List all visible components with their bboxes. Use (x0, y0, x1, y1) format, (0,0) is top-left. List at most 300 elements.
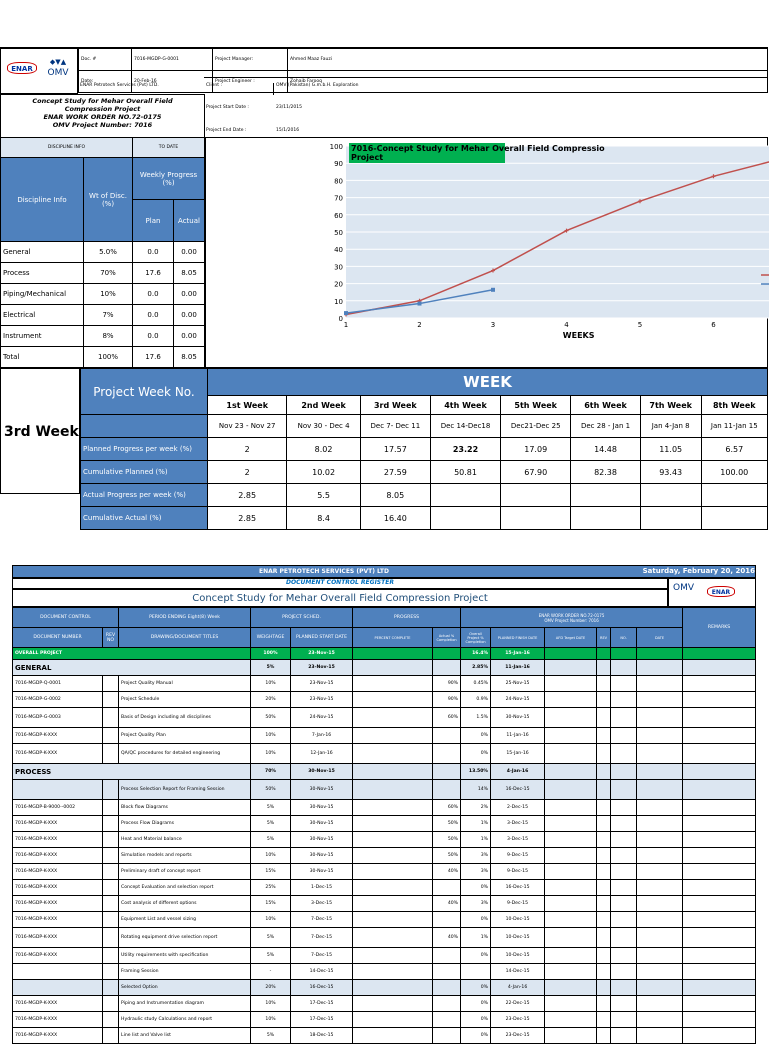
empty-cell (611, 764, 637, 780)
doc-rev (103, 1028, 119, 1044)
end-value: 15/1/2016 (276, 128, 300, 133)
doc-weight: - (251, 964, 291, 980)
doc-title: Equipment List and vessel sizing (119, 912, 251, 928)
week-value-cum-actual: 16.40 (360, 507, 430, 530)
pm-label: Project Manager: (213, 49, 288, 71)
doc-weight: 5% (251, 800, 291, 816)
empty-cell (683, 728, 756, 744)
y-tick-label: 20 (334, 280, 343, 289)
empty-cell (683, 660, 756, 676)
col-weekly-progress: Weekly Progress (%) (133, 158, 205, 200)
doc-overall-pct: 0% (461, 728, 491, 744)
week-value-cum-plan: 100.00 (701, 461, 767, 484)
discipline-actual: 0.00 (174, 305, 205, 326)
week-value-actual: 2.85 (208, 484, 287, 507)
doc-finish: 10-Dec-15 (491, 912, 545, 928)
empty-cell (637, 816, 683, 832)
doc-rev (103, 744, 119, 764)
pe-value: Zohaib Farooq (288, 71, 768, 93)
empty-cell (611, 660, 637, 676)
empty-cell (597, 848, 611, 864)
empty-cell (597, 728, 611, 744)
week-value-cum-actual: 2.85 (208, 507, 287, 530)
doc-start: 7-Dec-15 (291, 948, 353, 964)
doc-title: Cost analysis of different options (119, 896, 251, 912)
week-label: 2nd Week (287, 396, 360, 415)
pm-value: Ahmed Maaz Fauzi (288, 49, 768, 71)
empty-cell (683, 896, 756, 912)
empty-cell (611, 648, 637, 660)
progress-gantt (353, 816, 433, 832)
week-dates: Dec 28 - Jan 1 (571, 415, 640, 438)
document-row (13, 848, 756, 864)
discipline-actual: 0.00 (174, 326, 205, 347)
doc-start: 16-Dec-15 (291, 980, 353, 996)
discipline-actual: 0.00 (174, 242, 205, 263)
doc-weight: 50% (251, 708, 291, 728)
document-row (13, 816, 756, 832)
document-row (13, 728, 756, 744)
empty-cell (545, 764, 597, 780)
doc-rev (103, 980, 119, 996)
empty-cell (597, 864, 611, 880)
week-value-cum-actual (640, 507, 701, 530)
week-value-plan: 14.48 (571, 438, 640, 461)
date-value: 20-Feb-16 (132, 71, 213, 93)
empty-cell (637, 996, 683, 1012)
discipline-weight: 5.0% (84, 242, 133, 263)
register-table (12, 607, 756, 1044)
doc-actual-pct (433, 1028, 461, 1044)
doc-start: 18-Dec-15 (291, 1028, 353, 1044)
week-dates: Dec 14-Dec18 (430, 415, 500, 438)
doc-number: 7016-MGDP-K-XXX (13, 948, 103, 964)
h-period: PERIOD ENDING Eight(8) Week (119, 608, 251, 628)
doc-finish: 14-Dec-15 (491, 964, 545, 980)
doc-title: Simulation models and reports (119, 848, 251, 864)
doc-actual-pct: 40% (433, 928, 461, 948)
empty-cell (637, 708, 683, 728)
empty-cell (611, 928, 637, 948)
doc-start: 24-Nov-15 (291, 708, 353, 728)
empty-cell (637, 800, 683, 816)
week-value-actual: 8.05 (360, 484, 430, 507)
empty-cell (611, 996, 637, 1012)
week-value-actual (571, 484, 640, 507)
empty-cell (597, 996, 611, 1012)
doc-start: 14-Dec-15 (291, 964, 353, 980)
doc-start: 17-Dec-15 (291, 996, 353, 1012)
week-dates: Nov 30 - Dec 4 (287, 415, 360, 438)
document-row (13, 708, 756, 728)
progress-gantt (353, 800, 433, 816)
empty-cell (683, 648, 756, 660)
doc-actual-pct: 60% (433, 708, 461, 728)
doc-finish: 11-Jan-16 (491, 728, 545, 744)
doc-number: 7016-MGDP-G-0002 (13, 692, 103, 708)
empty-cell (597, 780, 611, 800)
progress-gantt (353, 996, 433, 1012)
h-omv-no: OMV Project Number: 7016 (544, 617, 599, 623)
h-percent-complete: PERCENT COMPLETE (353, 628, 433, 648)
register-enar-logo: ENAR (707, 586, 735, 597)
doc-start: 12-Jan-16 (291, 744, 353, 764)
empty-cell (545, 996, 597, 1012)
doc-finish: 24-Nov-15 (491, 692, 545, 708)
date-label: Date: (79, 71, 132, 93)
doc-start: 7-Dec-15 (291, 928, 353, 948)
document-row (13, 880, 756, 896)
empty-cell (597, 912, 611, 928)
empty-cell (611, 744, 637, 764)
doc-rev (103, 780, 119, 800)
section-row (13, 660, 756, 676)
empty-cell (597, 896, 611, 912)
empty-cell (637, 948, 683, 964)
doc-actual-pct: 50% (433, 816, 461, 832)
register-omv-logo: OMV (673, 583, 695, 593)
discipline-plan: 17.6 (133, 263, 174, 284)
doc-rev (103, 800, 119, 816)
week-dates: Dec 7- Dec 11 (360, 415, 430, 438)
empty-cell (597, 928, 611, 948)
discipline-actual: 8.05 (174, 263, 205, 284)
empty-cell (545, 648, 597, 660)
doc-start: 30-Nov-15 (291, 780, 353, 800)
doc-rev (103, 948, 119, 964)
empty-cell (597, 676, 611, 692)
document-row (13, 912, 756, 928)
week-value-actual (430, 484, 500, 507)
empty-cell (545, 928, 597, 948)
y-tick-label: 40 (334, 246, 343, 255)
empty-cell (597, 880, 611, 896)
empty-cell (597, 980, 611, 996)
progress-gantt (353, 676, 433, 692)
empty-cell (611, 832, 637, 848)
pe-label: Project Engineer : (213, 71, 288, 93)
x-tick-label: 1 (343, 321, 349, 329)
row-label-cum-actual: Cumulative Actual (%) (81, 507, 208, 530)
section-label: PROCESS (13, 764, 251, 780)
week-value-actual (501, 484, 571, 507)
doc-weight: 10% (251, 848, 291, 864)
doc-label: Doc. # (79, 49, 132, 71)
empty-cell (611, 964, 637, 980)
empty-cell (611, 896, 637, 912)
empty-cell (637, 660, 683, 676)
x-tick-label: 5 (637, 321, 643, 329)
y-tick-label: 100 (329, 143, 343, 151)
doc-title: Project Quality Manual (119, 676, 251, 692)
empty-cell (353, 660, 433, 676)
empty-cell (637, 1012, 683, 1028)
col-discipline-info: Discipline Info (1, 158, 84, 242)
doc-number: 7016-MGDP-K-XXX (13, 816, 103, 832)
discipline-plan: 0.0 (133, 305, 174, 326)
project-title-box (0, 94, 205, 138)
doc-overall-pct: 0% (461, 912, 491, 928)
empty-cell (597, 708, 611, 728)
company-line: ENAR Petrotech Services (Pvt) LTD. (80, 83, 159, 88)
progress-gantt (353, 896, 433, 912)
project-title-line-3: ENAR WORK ORDER NO.72-0175 (43, 113, 162, 121)
empty-cell (353, 648, 433, 660)
discipline-weight: 7% (84, 305, 133, 326)
doc-actual-pct: 40% (433, 864, 461, 880)
doc-overall-pct: 1.5% (461, 708, 491, 728)
h-rev: REV NO (103, 628, 119, 648)
doc-finish: 16-Dec-15 (491, 780, 545, 800)
register-project: Concept Study for Mehar Overall Field Compression Project (12, 589, 668, 607)
doc-value: 7016-MGDP-G-0001 (132, 49, 213, 71)
empty-cell (637, 896, 683, 912)
empty-cell (545, 1012, 597, 1028)
doc-start: 30-Nov-15 (291, 864, 353, 880)
doc-number: 7016-MGDP-K-XXX (13, 996, 103, 1012)
register-logos (668, 578, 756, 607)
doc-weight: 10% (251, 744, 291, 764)
y-tick-label: 10 (334, 297, 343, 306)
discipline-name: Process (1, 263, 84, 284)
empty-cell (597, 832, 611, 848)
week-value-plan: 2 (208, 438, 287, 461)
doc-weight: 5% (251, 928, 291, 948)
week-label: 8th Week (701, 396, 767, 415)
week-dates: Jan 11-Jan 15 (701, 415, 767, 438)
empty-cell (683, 676, 756, 692)
document-row (13, 928, 756, 948)
empty-cell (637, 864, 683, 880)
empty-cell (611, 1028, 637, 1044)
empty-cell (433, 648, 461, 660)
doc-overall-pct: 3% (461, 864, 491, 880)
enar-logo: ENAR (7, 62, 37, 74)
empty-cell (433, 764, 461, 780)
doc-actual-pct (433, 980, 461, 996)
doc-title: Process Selection Report for Framing Session (119, 780, 251, 800)
row-label-planned: Planned Progress per week (%) (81, 438, 208, 461)
empty-cell (611, 728, 637, 744)
discipline-row (1, 242, 205, 263)
week-value-cum-plan: 27.59 (360, 461, 430, 484)
section-finish: 4-Jan-16 (491, 764, 545, 780)
week-value-cum-actual (430, 507, 500, 530)
doc-number: 7016-MGDP-K-XXX (13, 1028, 103, 1044)
discipline-plan: 17.6 (133, 347, 174, 368)
overall-weight: 100% (251, 648, 291, 660)
empty-cell (597, 660, 611, 676)
doc-overall-pct: 0.45% (461, 676, 491, 692)
week-label: 6th Week (571, 396, 640, 415)
empty-cell (637, 764, 683, 780)
doc-title: QA/QC procedures for detailed engineering (119, 744, 251, 764)
doc-weight: 10% (251, 728, 291, 744)
doc-title: Line list and Valve list (119, 1028, 251, 1044)
doc-title: Basis of Design including all disciplines (119, 708, 251, 728)
empty-cell (597, 948, 611, 964)
overall-label: OVERALL PROJECT (13, 648, 251, 660)
empty-cell (683, 1028, 756, 1044)
overall-finish: 15-Jan-16 (491, 648, 545, 660)
section-finish: 11-Jan-16 (491, 660, 545, 676)
section-pct: 13.50% (461, 764, 491, 780)
empty-cell (683, 880, 756, 896)
doc-overall-pct: 1% (461, 816, 491, 832)
h-titles: DRAWING/DOCUMENT TITLES (119, 628, 251, 648)
discipline-plan: 0.0 (133, 242, 174, 263)
empty-cell (683, 964, 756, 980)
doc-weight: 15% (251, 896, 291, 912)
week-value-plan: 17.09 (501, 438, 571, 461)
empty-cell (597, 692, 611, 708)
document-row (13, 1012, 756, 1028)
doc-title: Project Schedule (119, 692, 251, 708)
section-label: GENERAL (13, 660, 251, 676)
omv-logo-mark: ◆▼▲ (49, 58, 67, 66)
empty-cell (545, 708, 597, 728)
doc-finish: 3-Dec-15 (491, 832, 545, 848)
document-row (13, 676, 756, 692)
empty-cell (611, 864, 637, 880)
col-plan: Plan (133, 200, 174, 242)
h-doc-number: DOCUMENT NUMBER (13, 628, 103, 648)
document-row (13, 800, 756, 816)
col-weight: Wt of Disc. (%) (84, 158, 133, 242)
doc-number: 7016-MGDP-K-XXX (13, 1012, 103, 1028)
empty-cell (683, 848, 756, 864)
doc-rev (103, 1012, 119, 1028)
doc-start: 7-Dec-15 (291, 912, 353, 928)
y-tick-label: 60 (334, 211, 343, 220)
section-pct: 2.85% (461, 660, 491, 676)
doc-rev (103, 832, 119, 848)
x-tick-label: 6 (711, 321, 716, 329)
data-point (344, 311, 348, 315)
progress-gantt (353, 948, 433, 964)
omv-logo-text: OMV (47, 68, 69, 78)
doc-weight: 50% (251, 780, 291, 800)
doc-finish: 4-Jan-16 (491, 980, 545, 996)
doc-weight: 10% (251, 912, 291, 928)
doc-weight: 10% (251, 996, 291, 1012)
row-label-cum-planned: Cumulative Planned (%) (81, 461, 208, 484)
chart-title: 7016-Concept Study for Mehar Overall Field Compressio (351, 144, 605, 153)
doc-title: Rotating equipment drive selection report (119, 928, 251, 948)
doc-number: 7016-MGDP-B-9000--0002 (13, 800, 103, 816)
overall-row (13, 648, 756, 660)
h-no: NO. (611, 628, 637, 648)
doc-weight: 10% (251, 1012, 291, 1028)
empty-cell (545, 676, 597, 692)
doc-rev (103, 928, 119, 948)
doc-overall-pct: 1% (461, 832, 491, 848)
start-date-row (204, 101, 324, 115)
progress-chart (205, 137, 768, 368)
week-value-cum-plan: 82.38 (571, 461, 640, 484)
week-label: 4th Week (430, 396, 500, 415)
progress-gantt (353, 848, 433, 864)
empty-cell (683, 980, 756, 996)
progress-gantt (353, 980, 433, 996)
document-row (13, 996, 756, 1012)
h-order (461, 608, 683, 628)
register-company-bar (12, 565, 756, 578)
document-row (13, 1028, 756, 1044)
weekly-progress-table (80, 368, 768, 530)
empty-cell (545, 848, 597, 864)
y-tick-label: 30 (334, 263, 343, 272)
discipline-info-header: DISCIPLINE INFO (1, 138, 133, 158)
doc-start: 17-Dec-15 (291, 1012, 353, 1028)
doc-actual-pct: 40% (433, 896, 461, 912)
empty-cell (611, 800, 637, 816)
col-actual: Actual (174, 200, 205, 242)
h-rev2: REV (597, 628, 611, 648)
empty-cell (683, 928, 756, 948)
empty-cell (597, 816, 611, 832)
empty-cell (545, 964, 597, 980)
empty-cell (545, 692, 597, 708)
discipline-name: Piping/Mechanical (1, 284, 84, 305)
overall-start: 23-Nov-15 (291, 648, 353, 660)
doc-weight: 25% (251, 880, 291, 896)
h-date: DATE (637, 628, 683, 648)
empty-cell (683, 800, 756, 816)
doc-finish: 23-Dec-15 (491, 1012, 545, 1028)
week-dates: Nov 23 - Nov 27 (208, 415, 287, 438)
empty-cell (611, 692, 637, 708)
doc-number: 7016-MGDP-K-XXX (13, 728, 103, 744)
empty-cell (611, 1012, 637, 1028)
data-point (491, 288, 495, 292)
doc-title: Project Quality Plan (119, 728, 251, 744)
doc-start: 7-Jan-16 (291, 728, 353, 744)
doc-weight: 5% (251, 816, 291, 832)
doc-overall-pct: 0% (461, 1028, 491, 1044)
doc-weight: 15% (251, 864, 291, 880)
doc-finish: 25-Nov-15 (491, 676, 545, 692)
doc-overall-pct: 0% (461, 880, 491, 896)
omv-logo (41, 57, 75, 79)
empty-cell (637, 980, 683, 996)
empty-cell (683, 708, 756, 728)
y-tick-label: 70 (334, 194, 343, 203)
doc-number: 7016-MGDP-G-0003 (13, 708, 103, 728)
week-label: 5th Week (501, 396, 571, 415)
empty-cell (637, 1028, 683, 1044)
end-date-row (204, 124, 324, 138)
empty-cell (683, 864, 756, 880)
document-row (13, 744, 756, 764)
progress-gantt (353, 744, 433, 764)
empty-cell (597, 1012, 611, 1028)
doc-weight: 20% (251, 692, 291, 708)
doc-finish: 23-Dec-15 (491, 1028, 545, 1044)
doc-overall-pct (461, 964, 491, 980)
progress-chart-svg (206, 138, 769, 369)
empty-cell (545, 816, 597, 832)
empty-cell (611, 948, 637, 964)
doc-start: 3-Dec-15 (291, 896, 353, 912)
h-remarks: REMARKS (683, 608, 756, 648)
doc-number: 7016-MGDP-K-XXX (13, 848, 103, 864)
doc-number: 7016-MGDP-Q-0001 (13, 676, 103, 692)
doc-number (13, 964, 103, 980)
doc-overall-pct: 1% (461, 928, 491, 948)
doc-rev (103, 864, 119, 880)
doc-overall-pct: 0.9% (461, 692, 491, 708)
